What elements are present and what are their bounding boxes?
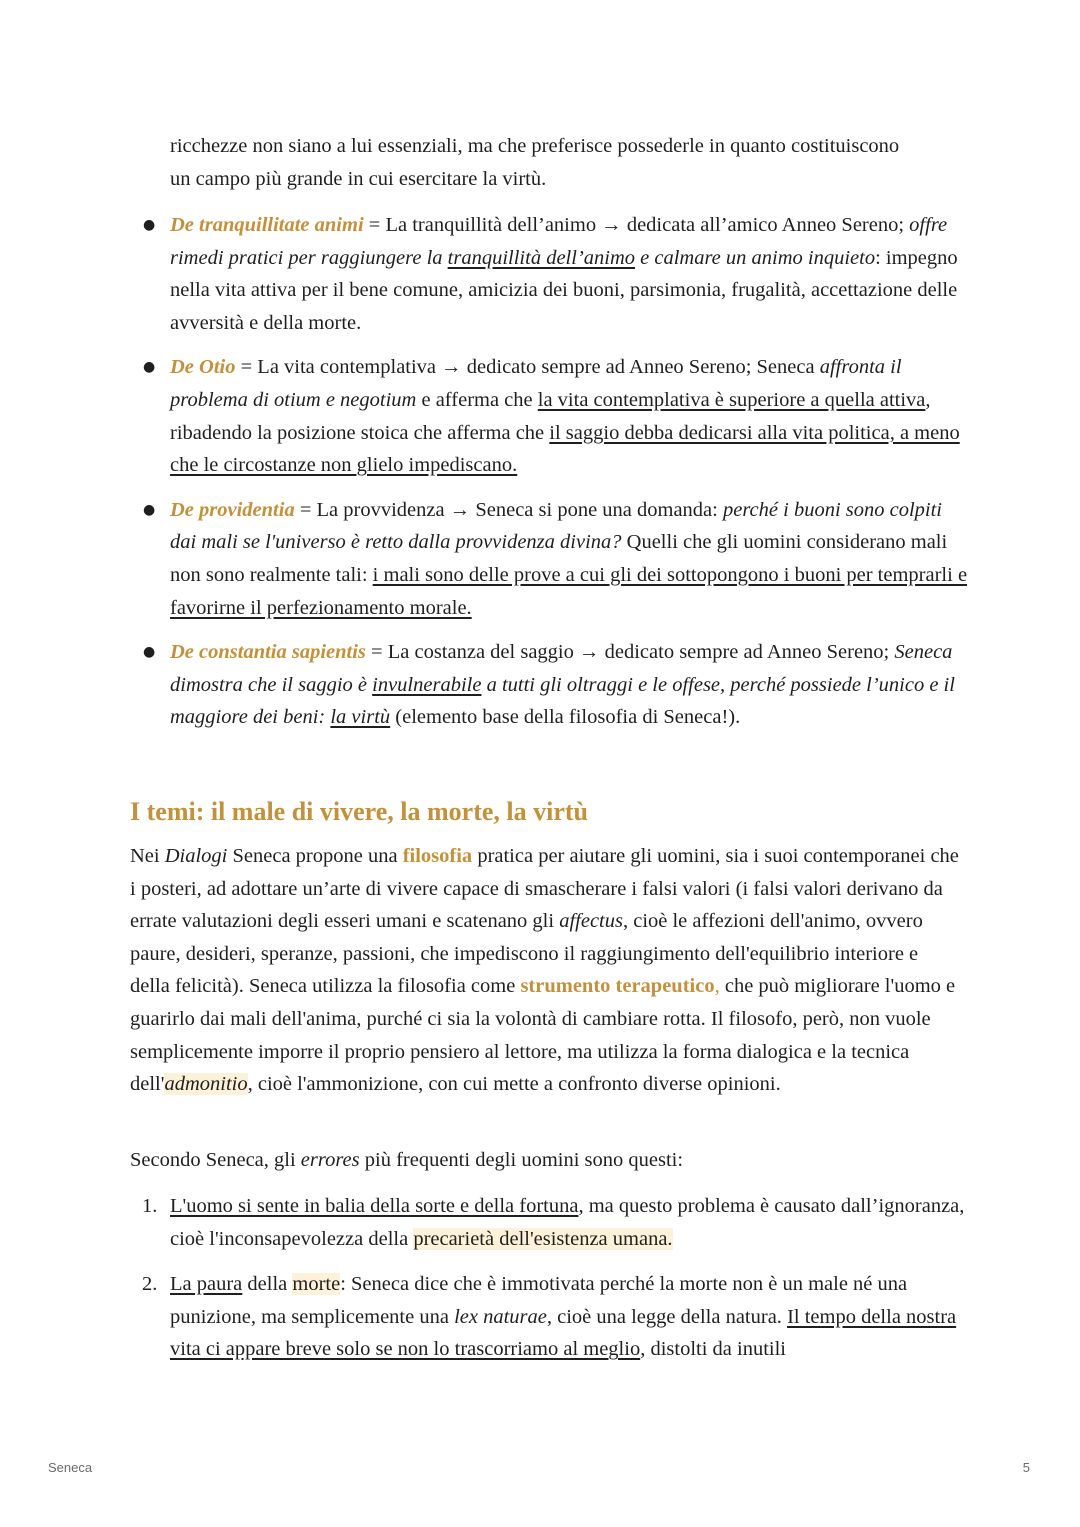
list-item-providentia: ● De providentia = La provvidenza → Seneca si pone una domanda: perché i buoni sono colpiti dai mali se l'universo è retto dalla provvidenza divina? Quelli che gli uomini considerano mali non sono realmente tali: i mali sono delle prove a cui gli dei sottopongono i buoni per temprarli e favorirne il perfezionamento morale.: [130, 494, 970, 624]
paragraph-dialogi: Nei Dialogi Seneca propone una filosofia pratica per aiutare gli uomini, sia i suoi contemporanei che i posteri, ad adottare un’arte di vivere capace di smascherare i falsi valori (i falsi valori derivano da errate valutazioni degli esseri umani e scatenano gli affectus, cioè le affezioni dell'animo, ovvero paure, desideri, speranze, passioni, che impediscono il raggiungimento dell'equilibrio interiore e della felicità). Seneca utilizza la filosofia come strumento terapeutico, che può migliorare l'uomo e guarirlo dai mali dell'anima, purché ci sia la volontà di cambiare rotta. Il filosofo, però, non vuole semplicemente imporre il proprio pensiero al lettore, ma utilizza la forma dialogica e la tecnica dell'admonitio, cioè l'ammonizione, con cui mette a confronto diverse opinioni.: [130, 845, 959, 1096]
intro-line-1: ricchezze non siano a lui essenziali, ma che preferisce possederle in quanto costituiscono: [170, 135, 900, 157]
paragraph-errores: Secondo Seneca, gli errores più frequenti degli uomini sono questi:: [130, 1149, 684, 1171]
list-number: 2.: [142, 1273, 158, 1296]
arrow-icon: →: [579, 641, 600, 664]
work-title: De tranquillitate animi: [170, 214, 364, 236]
bullet-icon: ●: [143, 644, 156, 661]
bullet-icon: ●: [143, 217, 156, 233]
intro-line-2: un campo più grande in cui esercitare la virtù.: [170, 167, 547, 190]
work-title: De Otio: [170, 356, 236, 379]
arrow-icon: →: [449, 498, 471, 521]
dialogi-list: [130, 209, 970, 734]
arrow-icon: →: [441, 356, 462, 379]
bullet-icon: ●: [143, 359, 156, 376]
bullet-icon: ●: [143, 501, 156, 518]
work-title: De providentia: [170, 498, 295, 521]
list-item-tranquillitate: ● De tranquillitate animi = La tranquillità dell’animo → dedicata all’amico Anneo Sereno; offre rimedi pratici per raggiungere la tranquillità dell’animo e calmare un animo inquieto: impegno nella vita attiva per il bene comune, amicizia dei buoni, parsimonia, frugalità, accettazione delle avversità e della morte.: [130, 209, 970, 339]
continued-paragraph: [170, 130, 970, 195]
list-item-error-2: 2. La paura della morte: Seneca dice che è immotivata perché la morte non è un male né una punizione, ma semplicemente una lex naturae, cioè una legge della natura. Il tempo della nostra vita ci appare breve solo se non lo trascorriamo al meglio, distolti da inutili: [130, 1268, 970, 1366]
work-title: De constantia sapientis: [170, 641, 366, 664]
footer-title: Seneca: [48, 1460, 93, 1475]
list-item-otio: ● De Otio = La vita contemplativa → dedicato sempre ad Anneo Sereno; Seneca affronta il problema di otium e negotium e afferma che la vita contemplativa è superiore a quella attiva, ribadendo la posizione stoica che afferma che il saggio debba dedicarsi alla vita politica, a meno che le circostanze non glielo impediscano.: [130, 351, 970, 481]
list-item-error-1: 1. L'uomo si sente in balia della sorte e della fortuna, ma questo problema è causato dall’ignoranza, cioè l'inconsapevolezza della precarietà dell'esistenza umana.: [130, 1190, 970, 1255]
arrow-icon: →: [601, 214, 622, 236]
list-number: 1.: [142, 1195, 158, 1217]
section-heading: I temi: il male di vivere, la morte, la virtù: [130, 797, 589, 826]
page-number: 5: [1022, 1460, 1030, 1475]
errores-list: [130, 1190, 970, 1366]
list-item-constantia: ● De constantia sapientis = La costanza del saggio → dedicato sempre ad Anneo Sereno; Seneca dimostra che il saggio è invulnerabile a tutti gli oltraggi e le offese, perché possiede l’unico e il maggiore dei beni: la virtù (elemento base della filosofia di Seneca!).: [130, 636, 970, 734]
